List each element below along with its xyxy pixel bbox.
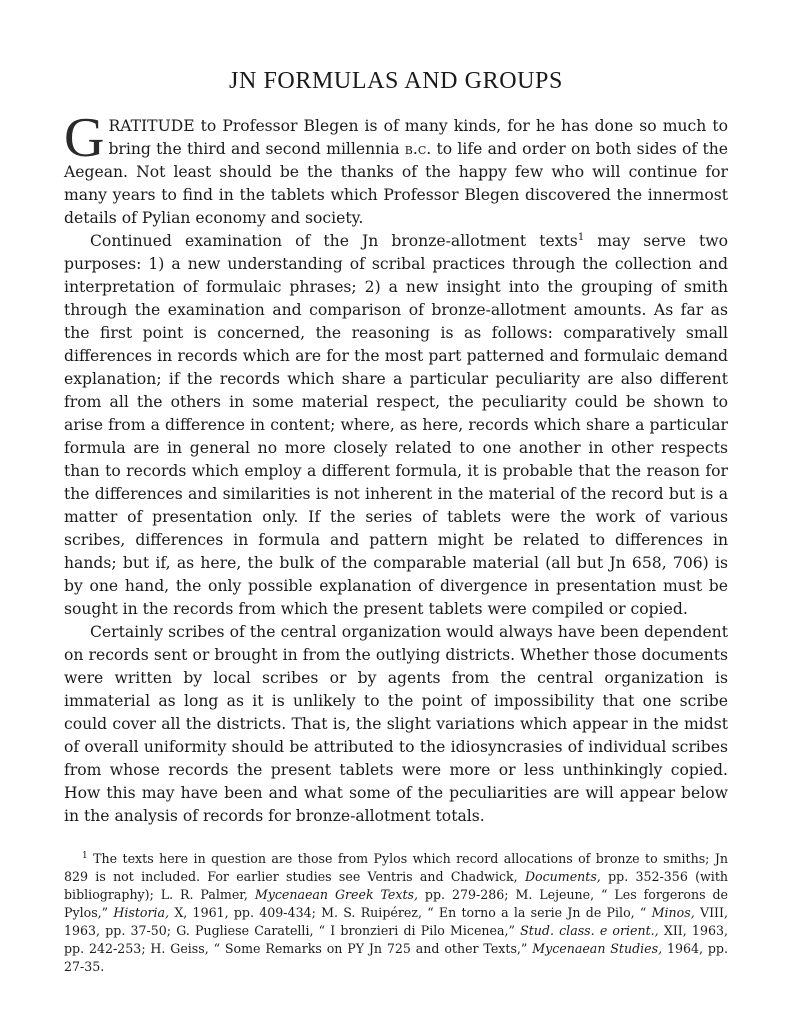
bc-abbreviation: b.c. (404, 140, 432, 158)
paragraph-1-text-b: to life and order on both sides of the Aegean. Not least should be the thanks of the happy few who will continue for many years to find in the tablets which Professor Blegen discovered the innermost details of Pylian economy and society. (64, 140, 728, 227)
drop-cap: G (64, 107, 105, 169)
citation-mycenaean-studies: Mycenaean Studies, (532, 941, 663, 956)
citation-historia: Historia, (113, 905, 170, 920)
citation-documents: Documents, (524, 869, 601, 884)
footnote-text-5: VIII, 1963, pp. 37-50; G. Pugliese Caratelli, “ I bronzieri di Pilo Micenea,” (64, 905, 729, 938)
footnote-text-7: 1964, pp. 27-35. (64, 941, 728, 974)
footnote-text-6: XII, 1963, pp. 242-253; H. Geiss, “ Some Remarks on PY Jn 725 and other Texts,” (64, 923, 728, 956)
citation-stud-class: Stud. class. e orient., (520, 923, 659, 938)
footnote-reference[interactable]: 1 (577, 231, 585, 243)
footnote (64, 850, 728, 976)
footnote-mark: 1 (82, 850, 88, 861)
page-title: JN FORMULAS AND GROUPS (229, 68, 563, 94)
paragraph-1 (64, 107, 728, 230)
paragraph-3 (64, 621, 728, 828)
footnote-text-1: The texts here in question are those from Pylos which record allocations of bronze to smiths; Jn 829 is not included. For earlier studies see Ventris and Chadwick, (64, 851, 728, 884)
page (64, 68, 728, 976)
body-text (64, 107, 728, 828)
citation-minos: Minos, (651, 905, 695, 920)
footnote-text-3: pp. 279-286; M. Lejeune, “ Les forgerons de Pylos,” (64, 887, 728, 920)
paragraph-2 (64, 230, 728, 621)
citation-mycenaean-greek-texts: Mycenaean Greek Texts, (254, 887, 418, 902)
paragraph-1-text-a: RATITUDE to Professor Blegen is of many kinds, for he has done so much to bring the third and second millennia (108, 117, 728, 158)
footnote-text-2: pp. 352-356 (with bibliography); L. R. Palmer, (64, 869, 728, 902)
paragraph-2-text-b: may serve two purposes: 1) a new understanding of scribal practices through the collection and interpretation of formulaic phrases; 2) a new insight into the grouping of smith through the examination and comparison of bronze-allotment amounts. As far as the first point is concerned, the reasoning is as follows: comparatively small differences in records which are for the most part patterned and formulaic demand explanation; if the records which share a particular peculiarity are also different from all the others in some material respect, the peculiarity could be shown to arise from a difference in content; where, as here, records which share a particular formula are in general no more closely related to one another in other respects than to records which employ a different formula, it is probable that the reason for the differences and similarities is not inherent in the material of the record but is a matter of presentation only. If the series of tablets were the work of various scribes, differences in formula and pattern might be related to differences in hands; but if, as here, the bulk of the comparable material (all but Jn 658, 706) is by one hand, the only possible explanation of divergence in presentation must be sought in the records from which the present tablets were compiled or copied. (64, 232, 728, 618)
paragraph-2-text-a: Continued examination of the Jn bronze-allotment texts (90, 232, 578, 250)
footnote-text-4: X, 1961, pp. 409-434; M. S. Ruipérez, “ En torno a la serie Jn de Pilo, “ (169, 905, 652, 920)
paragraph-3-text: Certainly scribes of the central organization would always have been dependent on records sent or brought in from the outlying districts. Whether those documents were written by local scribes or by agents from the central organization is immaterial as long as it is unlikely to the point of impossibility that one scribe could cover all the districts. That is, the slight variations which appear in the midst of overall uniformity should be attributed to the idiosyncrasies of individual scribes from whose records the present tablets were more or less unthinkingly copied. How this may have been and what some of the peculiarities are will appear below in the analysis of records for bronze-allotment totals. (64, 623, 728, 825)
